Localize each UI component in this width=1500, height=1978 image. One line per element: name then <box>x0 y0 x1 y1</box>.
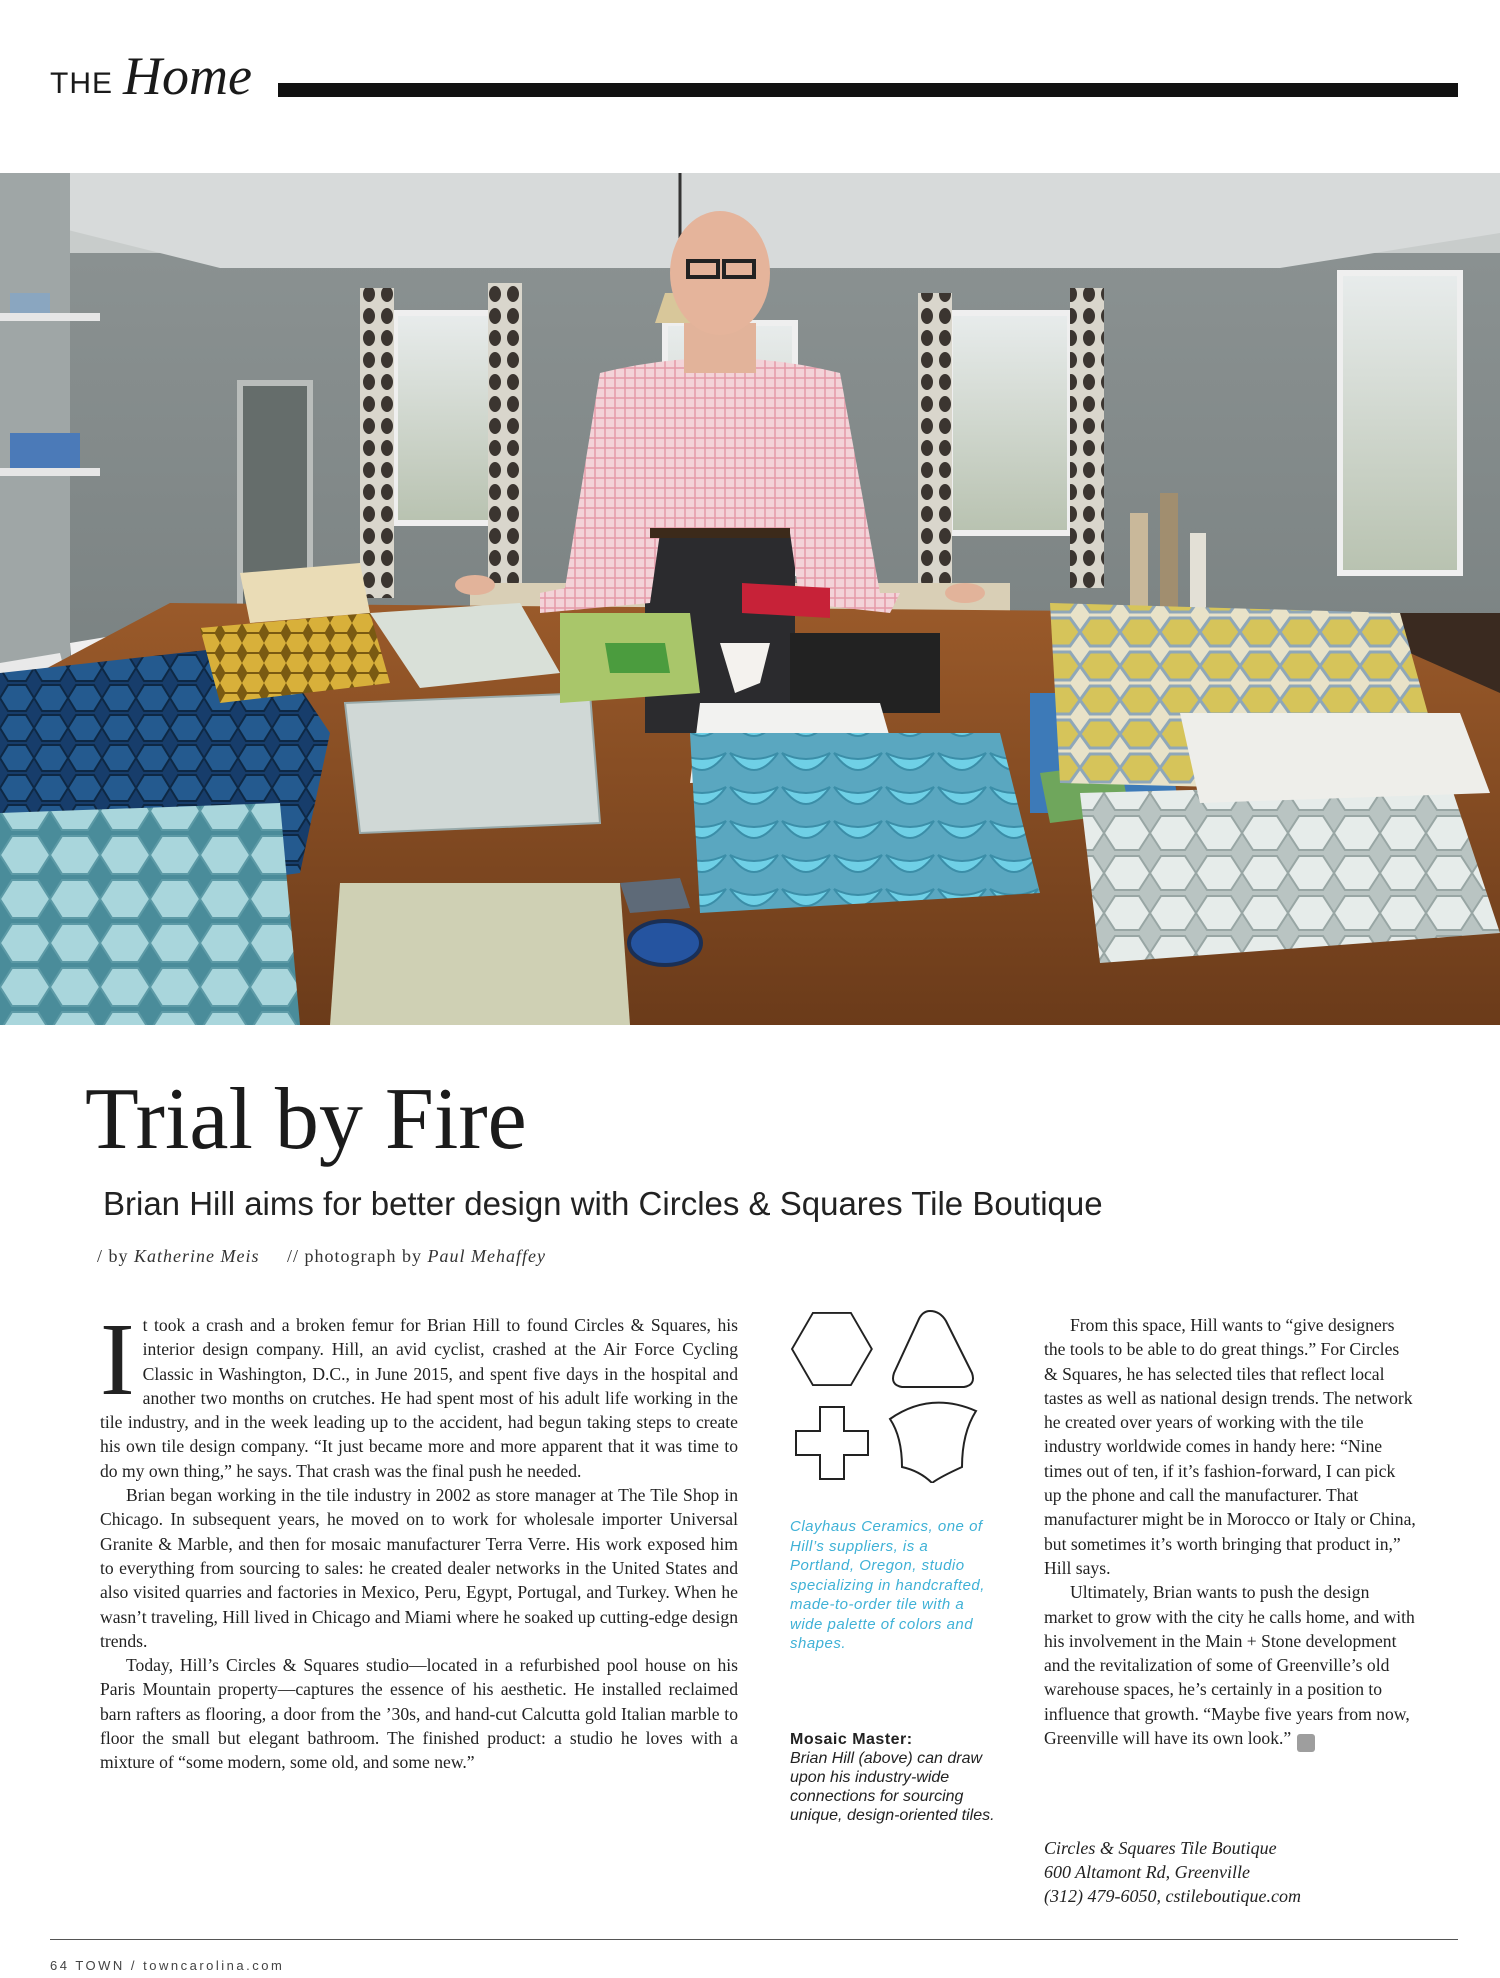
cross-tile-icon <box>796 1407 868 1479</box>
section-header <box>50 48 252 104</box>
business-name: Circles & Squares Tile Boutique <box>1044 1838 1277 1858</box>
drop-cap: I <box>100 1302 135 1417</box>
paragraph: From this space, Hill wants to “give designers the tools to be able to do great things.” For Circles & Squares, he has selected tiles that reflect local tastes as well as national design trends. The network he created over years of working with the tile industry worldwide comes in handy here: “Nine times out of ten, if it’s fashion-forward, I can pick up the phone and call the manufacturer. That manufacturer might be in Morocco or Italy or China, but sometimes it’s worth bringing that product in,” Hill says. <box>1044 1315 1416 1578</box>
paragraph: Today, Hill’s Circles & Squares studio—located in a refurbished pool house on his Paris Mountain property—captures the essence of his aesthetic. He installed reclaimed barn rafters as flooring, a door from the ’30s, and hand-cut Calcutta gold Italian marble to floor the small but elegant bathroom. The finished product: a studio he loves with a mixture of “some modern, some old, and some new.” <box>100 1655 738 1773</box>
end-mark-icon: T <box>1297 1734 1315 1752</box>
author-name: Katherine Meis <box>134 1246 260 1266</box>
section-title: Home <box>123 46 252 106</box>
business-street: 600 Altamont Rd, Greenville <box>1044 1862 1250 1882</box>
paragraph: It took a crash and a broken femur for Brian Hill to found Circles & Squares, his interior design company. Hill, an avid cyclist, crashed at the Air Force Cycling Classic in Washington, D.C., in June 2015, and spent five days in the hospital and another two months on crutches. He had spent most of his adult life working in the tile industry, and in the week leading up to the accident, had begun taking steps to create his own tile design company. “It just became more and more apparent that it was time to do my own thing,” he says. That crash was the final push he needed. <box>100 1302 738 1481</box>
fan-tile-icon <box>890 1403 976 1483</box>
hero-photo <box>0 173 1500 1025</box>
article-column-1 <box>100 1302 738 1775</box>
article-subtitle: Brian Hill aims for better design with Circles & Squares Tile Boutique <box>103 1185 1103 1222</box>
byline-prefix: / by <box>97 1246 129 1266</box>
tile-shapes-graphic <box>790 1307 980 1483</box>
business-contact: (312) 479-6050, cstileboutique.com <box>1044 1886 1301 1906</box>
photo-caption-title: Mosaic Master: <box>790 1731 913 1748</box>
triangle-tile-icon <box>893 1311 973 1387</box>
footer-rule <box>50 1939 1458 1940</box>
photographer-name: Paul Mehaffey <box>427 1246 546 1266</box>
photo-caption <box>790 1730 1010 1825</box>
hexagon-tile-icon <box>792 1313 872 1385</box>
byline <box>97 1246 546 1267</box>
article-column-3 <box>1044 1313 1416 1752</box>
section-the: THE <box>50 67 113 100</box>
paragraph: Ultimately, Brian wants to push the design market to grow with the city he calls home, and with his involvement in the Main + Stone development and the revitalization of some of Greenville’s old warehouse spaces, he’s certainly in a position to influence that growth. “Maybe five years from now, Greenville will have its own look.” T <box>1044 1582 1415 1751</box>
photo-credit-prefix: // photograph by <box>287 1246 422 1266</box>
article-title: Trial by Fire <box>85 1071 527 1168</box>
photo-caption-text: Brian Hill (above) can draw upon his industry-wide connections for sourcing unique, design-oriented tiles. <box>790 1750 995 1824</box>
tiles-caption: Clayhaus Ceramics, one of Hill’s suppliers, is a Portland, Oregon, studio specializing in handcrafted, made-to-order tile with a wide palette of colors and shapes. <box>790 1518 985 1652</box>
paragraph: Brian began working in the tile industry in 2002 as store manager at The Tile Shop in Chicago. In subsequent years, he moved on to work for wholesale importer Universal Granite & Marble, and then for mosaic manufacturer Terra Verre. His work exposed him to everything from sourcing to sales: he created dealer networks in the United States and also visited quarries and factories in Mexico, Peru, Egypt, Portugal, and Turkey. When he wasn’t traveling, Hill lived in Chicago and Miami where he soaked up cutting-edge design trends. <box>100 1485 738 1651</box>
header-rule <box>278 83 1458 97</box>
business-address <box>1044 1836 1301 1908</box>
page-footer: 64 TOWN / towncarolina.com <box>50 1958 285 1973</box>
